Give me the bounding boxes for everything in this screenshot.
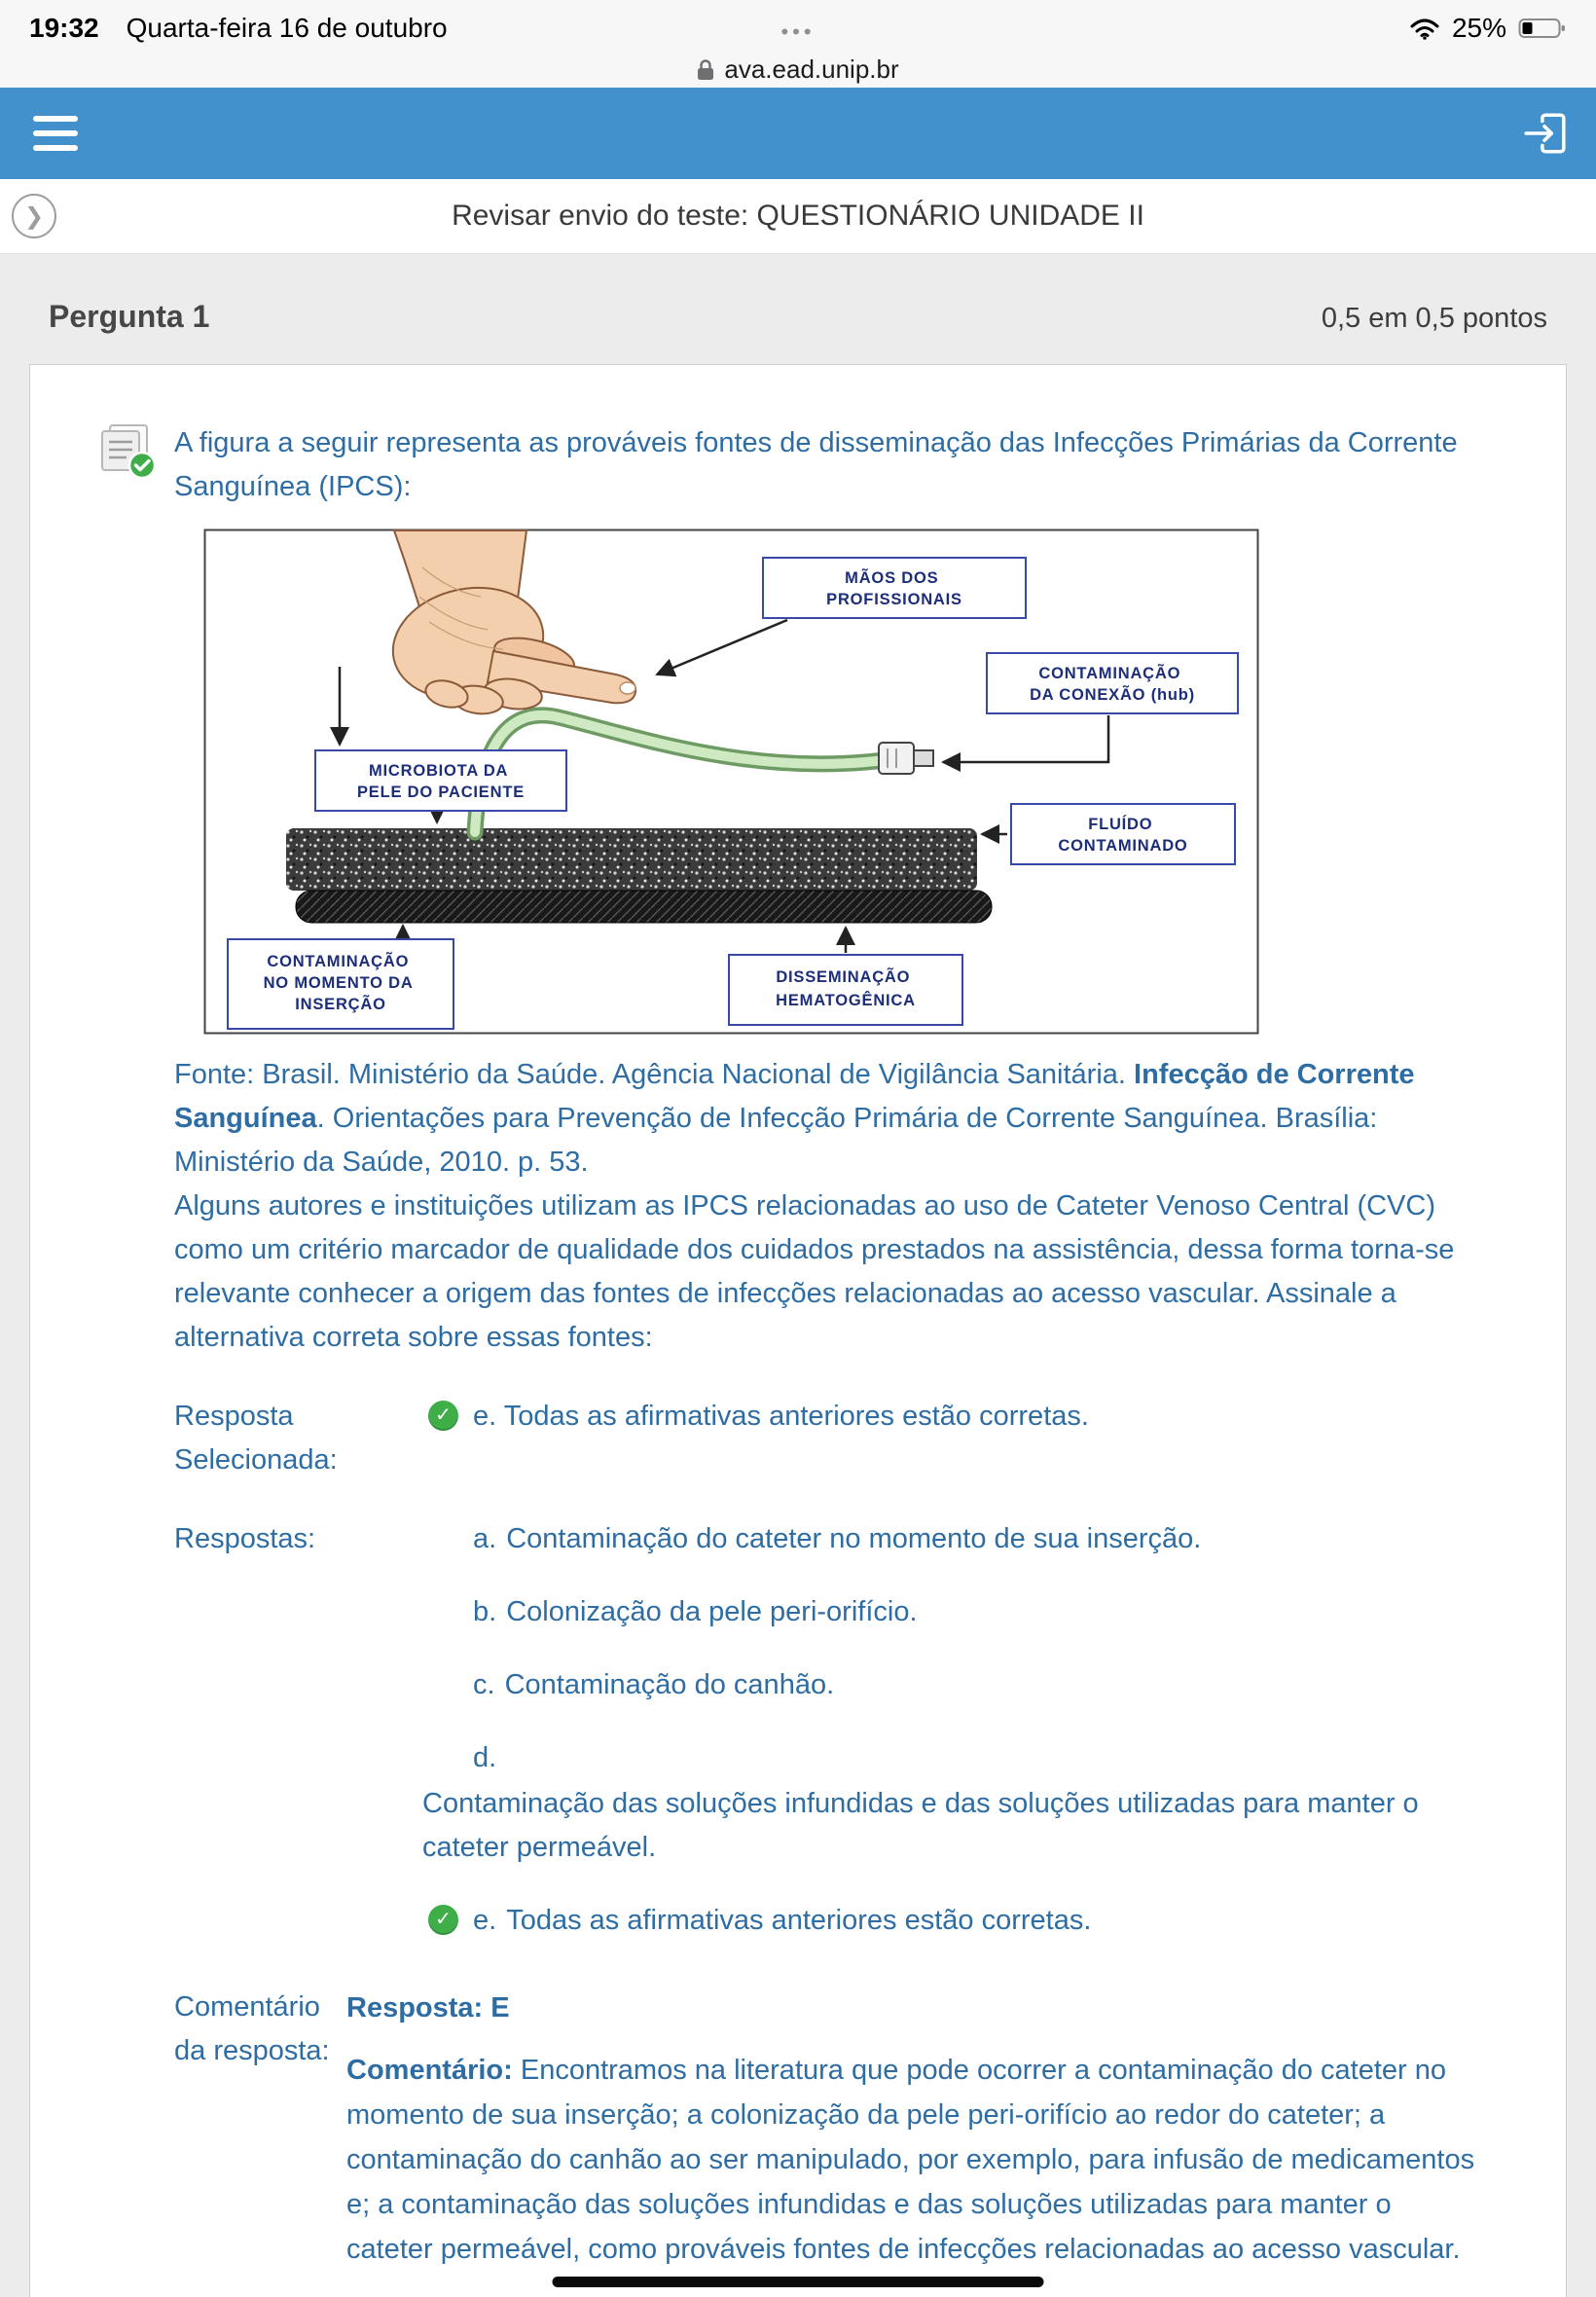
status-date: Quarta-feira 16 de outubro: [126, 13, 448, 43]
content-area: [0, 254, 1596, 2297]
question-intro: A figura a seguir representa as prováveis fontes de disseminação das Infecções Primárias da Corrente Sanguínea (IPCS):: [174, 427, 1458, 502]
correct-check-icon: ✓: [428, 1905, 458, 1935]
comment-answer-line: Resposta: E: [346, 1992, 510, 2024]
answer-option-b: b. Colonização da pele peri-orifício.: [473, 1596, 918, 1627]
status-bar: [0, 0, 1596, 88]
answer-option-e: ✓ e. Todas as afirmativas anteriores estão corretas.: [422, 1899, 1480, 1943]
figure-box-microbiota: [315, 750, 566, 811]
question-header: [29, 266, 1567, 364]
figure-box-maos: [763, 558, 1026, 618]
lock-icon: [697, 58, 714, 81]
question-figure: [203, 529, 1480, 1039]
svg-text:FLUÍDO CON: FLUÍDO CONTAMINADO: [1058, 816, 1188, 855]
svg-text:MÃOS DOS P: MÃOS DOS PROFISSIONAIS: [826, 569, 962, 608]
question-points: 0,5 em 0,5 pontos: [1321, 303, 1547, 334]
question-number: Pergunta 1: [49, 299, 210, 334]
selected-answer-row: [174, 1395, 1480, 1482]
url-text: ava.ead.unip.br: [724, 54, 899, 84]
comment-label: Comentário da resposta:: [174, 1991, 330, 2066]
answer-option-a: a. Contaminação do cateter no momento de sua inserção.: [473, 1523, 1202, 1554]
correct-check-icon: ✓: [428, 1401, 458, 1431]
figure-box-insercao: [228, 939, 453, 1029]
wifi-icon: [1409, 17, 1440, 40]
figure-box-fluido: [1011, 804, 1235, 864]
answer-option-d: d. Contaminação das soluções infundidas e das soluções utilizadas para manter o cateter permeável.: [422, 1742, 1419, 1863]
address-bar[interactable]: [0, 51, 1596, 88]
chevron-right-icon: ❯: [23, 202, 45, 230]
back-button[interactable]: [12, 194, 56, 238]
svg-text:CONTAMINAÇÃO: CONTAMINAÇÃO DA CONEXÃO (hub): [1030, 665, 1195, 704]
comment-row: [174, 1986, 1480, 2272]
answer-option-c: c. Contaminação do canhão.: [473, 1669, 835, 1700]
title-row: [0, 179, 1596, 254]
answers-label: Respostas:: [174, 1523, 316, 1554]
figure-box-hub: [987, 653, 1238, 713]
battery-percent: 25%: [1451, 13, 1506, 43]
comment-body: Resposta: E Comentário: Encontramos na literatura que pode ocorrer a contaminação do cateter no momento de sua inserção; a colonização da pele peri-orifício ao redor do cateter; a contaminação do canhão ao ser manipulado, por exemplo, para infusão de medicamentos e; a contaminação das soluções infundidas e das soluções utilizadas para manter o cateter permeável, como prováveis fontes de infecções relacionadas ao acesso vascular.: [346, 1986, 1480, 2272]
question-body: Alguns autores e instituições utilizam as IPCS relacionadas ao uso de Cateter Venoso Central (CVC) como um critério marcador de qualidade dos cuidados prestados na assistência, dessa forma torna-se relevante conhecer a origem das fontes de infecções relacionadas ao acesso vascular. Assinale a alternativa correta sobre essas fontes:: [174, 1190, 1455, 1353]
svg-text:MICROBIOTA DA: MICROBIOTA DA PELE DO PACIENTE: [356, 762, 526, 801]
logout-icon[interactable]: [1522, 112, 1569, 155]
question-card: [29, 364, 1567, 2297]
page-title: Revisar envio do teste: QUESTIONÁRIO UNIDADE II: [452, 200, 1144, 232]
clock: 19:32: [29, 13, 99, 43]
question-status-icon: [98, 423, 159, 2272]
selected-answer-value: ✓ e. Todas as afirmativas anteriores estão corretas.: [422, 1395, 1480, 1482]
battery-icon: [1518, 17, 1567, 40]
app-header: [0, 88, 1596, 179]
svg-text:CONTAMINAÇÃO: CONTAMINAÇÃO NO MOMENTO DA INSERÇÃO: [263, 953, 414, 1013]
skin-band: [286, 828, 977, 891]
page-dots-indicator: •••: [780, 19, 816, 44]
menu-button[interactable]: [27, 110, 84, 157]
blood-vessel: [296, 891, 992, 923]
figure-box-disseminacao: [729, 955, 962, 1025]
home-indicator[interactable]: [553, 2277, 1044, 2287]
question-source: Fonte: Brasil. Ministério da Saúde. Agência Nacional de Vigilância Sanitária. Infecção de Corrente Sanguínea. Orientações para Prevenção de Infecção Primária de Corrente Sanguínea. Brasília: Ministério da Saúde, 2010. p. 53.: [174, 1059, 1415, 1178]
svg-text:DISSEMINAÇÃO: DISSEMINAÇÃO HEMATOGÊNICA: [776, 968, 916, 1009]
selected-answer-label: Resposta Selecionada:: [174, 1401, 338, 1476]
answers-row: [174, 1517, 1480, 1943]
